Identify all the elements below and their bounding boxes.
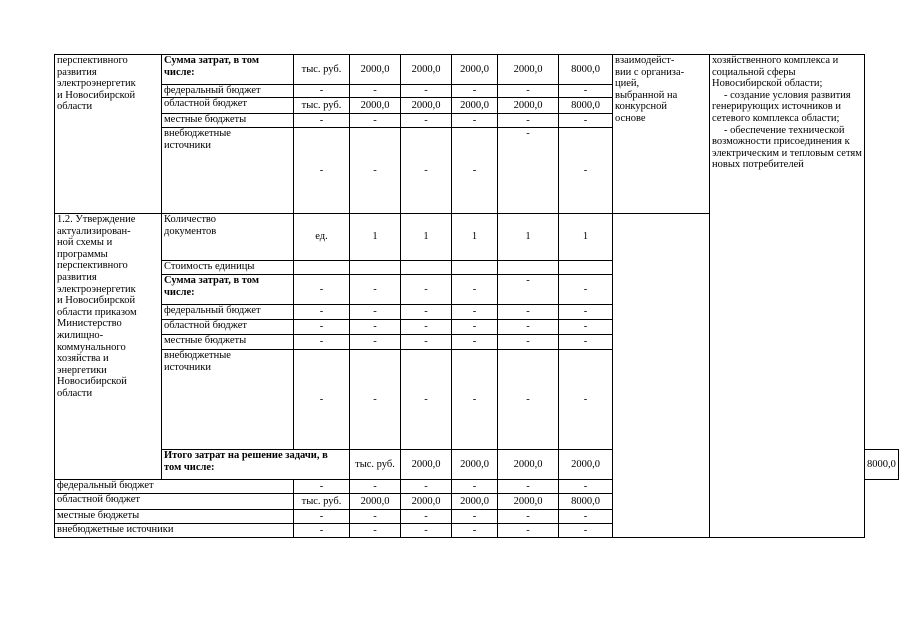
value-cell — [401, 261, 452, 275]
table-row — [55, 55, 899, 85]
value-cell: 2000,0 — [452, 55, 498, 85]
unit-cell: - — [294, 510, 350, 524]
value-cell: - — [350, 480, 401, 494]
value-cell: 2000,0 — [350, 494, 401, 510]
value-cell: - — [452, 524, 498, 538]
value-cell: - — [350, 320, 401, 335]
value-cell — [452, 261, 498, 275]
unit-cell: - — [294, 350, 350, 450]
value-cell: - — [498, 480, 559, 494]
measure-name-cell: перспективного развития электроэнергетик и Новосибирской области — [55, 55, 162, 214]
value-cell: 2000,0 — [559, 450, 613, 480]
value-cell: - — [452, 85, 498, 98]
value-cell: - — [452, 335, 498, 350]
value-cell: 1 — [498, 214, 559, 261]
unit-cell: - — [294, 524, 350, 538]
unit-cell: тыс. руб. — [350, 450, 401, 480]
total-cell: 1 — [559, 214, 613, 261]
total-cell: - — [559, 335, 613, 350]
unit-cell: ед. — [294, 214, 350, 261]
value-cell: - — [498, 114, 559, 128]
row-label: областной бюджет — [162, 320, 294, 335]
value-cell: - — [401, 275, 452, 305]
funding-table — [54, 54, 899, 538]
value-cell — [350, 261, 401, 275]
row-label: областной бюджет — [162, 98, 294, 114]
unit-cell: - — [294, 275, 350, 305]
total-cell: - — [559, 320, 613, 335]
result-paragraph: - создание условия развития генерирующих источников и сетевого комплекса области; — [712, 89, 851, 124]
row-label: Сумма затрат, в том числе: — [162, 55, 294, 85]
value-cell: - — [498, 275, 559, 305]
row-label: местные бюджеты — [55, 510, 294, 524]
total-cell: 8000,0 — [865, 450, 899, 480]
row-label: местные бюджеты — [162, 114, 294, 128]
unit-cell: - — [294, 114, 350, 128]
value-cell: - — [452, 128, 498, 214]
value-cell: - — [401, 128, 452, 214]
value-cell: - — [452, 480, 498, 494]
value-cell: - — [498, 305, 559, 320]
value-cell: 2000,0 — [452, 450, 498, 480]
value-cell: - — [498, 85, 559, 98]
value-cell: - — [350, 275, 401, 305]
value-cell: 1 — [401, 214, 452, 261]
executor-cell: взаимодейст- вии с организа- цией, выбранной на конкурсной основе — [613, 55, 710, 214]
value-cell: - — [350, 85, 401, 98]
measure-name-cell: 1.2. Утверждение актуализирован- ной схемы и программы перспективного развития электроэнергетик и Новосибирской области приказом Министерство жилищно- коммунального хозяйства и энергетики Новосибирской области — [55, 214, 162, 480]
total-cell: - — [559, 128, 613, 214]
value-cell: - — [401, 85, 452, 98]
row-label: федеральный бюджет — [55, 480, 294, 494]
row-label: внебюджетные источники — [55, 524, 294, 538]
value-cell: - — [498, 350, 559, 450]
value-cell: - — [401, 510, 452, 524]
total-cell — [559, 261, 613, 275]
total-cell: - — [559, 480, 613, 494]
row-label: местные бюджеты — [162, 335, 294, 350]
row-label: внебюджетные источники — [162, 128, 294, 214]
value-cell: - — [498, 320, 559, 335]
unit-cell: - — [294, 305, 350, 320]
unit-cell: тыс. руб. — [294, 494, 350, 510]
value-cell: - — [498, 524, 559, 538]
row-label: областной бюджет — [55, 494, 294, 510]
value-cell: 2000,0 — [401, 450, 452, 480]
total-cell: - — [559, 305, 613, 320]
value-cell: 1 — [452, 214, 498, 261]
row-label: Итого затрат на решение задачи, в том числе: — [162, 450, 350, 480]
value-cell: - — [350, 335, 401, 350]
value-cell: - — [498, 335, 559, 350]
row-label: федеральный бюджет — [162, 85, 294, 98]
value-cell: - — [401, 114, 452, 128]
row-label: внебюджетные источники — [162, 350, 294, 450]
value-cell: 2000,0 — [401, 55, 452, 85]
row-label: федеральный бюджет — [162, 305, 294, 320]
value-cell: - — [350, 524, 401, 538]
value-cell: - — [350, 114, 401, 128]
value-cell: - — [350, 510, 401, 524]
value-cell: 2000,0 — [350, 98, 401, 114]
value-cell: 2000,0 — [350, 55, 401, 85]
value-cell: - — [498, 510, 559, 524]
row-label: Сумма затрат, в том числе: — [162, 275, 294, 305]
value-cell: 2000,0 — [452, 98, 498, 114]
value-cell: - — [401, 305, 452, 320]
total-cell: - — [559, 524, 613, 538]
unit-cell: - — [294, 128, 350, 214]
value-cell: 2000,0 — [498, 450, 559, 480]
result-paragraph: - обеспечение технической возможности присоединения к электрическим и тепловым сетям новых потребителей — [712, 124, 862, 171]
row-label: Количество документов — [162, 214, 294, 261]
total-cell: - — [559, 510, 613, 524]
unit-cell: - — [294, 320, 350, 335]
total-cell: 8000,0 — [559, 98, 613, 114]
expected-result-cell — [710, 55, 865, 538]
result-paragraph: хозяйственного комплекса и социальной сферы Новосибирской области; — [712, 55, 839, 90]
value-cell: 2000,0 — [498, 494, 559, 510]
value-cell: - — [452, 510, 498, 524]
value-cell: - — [350, 350, 401, 450]
total-cell: 8000,0 — [559, 494, 613, 510]
value-cell: 2000,0 — [498, 55, 559, 85]
total-cell: - — [559, 275, 613, 305]
value-cell: 2000,0 — [401, 98, 452, 114]
executor-cell-empty — [613, 214, 710, 538]
value-cell: - — [350, 128, 401, 214]
unit-cell: - — [294, 480, 350, 494]
unit-cell: тыс. руб. — [294, 55, 350, 85]
value-cell: - — [401, 350, 452, 450]
total-cell: - — [559, 350, 613, 450]
unit-cell: - — [294, 335, 350, 350]
value-cell: - — [401, 524, 452, 538]
value-cell: - — [401, 480, 452, 494]
value-cell: - — [452, 320, 498, 335]
value-cell: - — [452, 305, 498, 320]
value-cell: - — [401, 335, 452, 350]
value-cell: - — [452, 275, 498, 305]
row-label: Стоимость единицы — [162, 261, 294, 275]
unit-cell: - — [294, 85, 350, 98]
unit-cell: тыс. руб. — [294, 98, 350, 114]
value-cell: 2000,0 — [401, 494, 452, 510]
total-cell: 8000,0 — [559, 55, 613, 85]
value-cell — [498, 261, 559, 275]
total-cell: - — [559, 85, 613, 98]
value-cell: - — [452, 114, 498, 128]
total-cell: - — [559, 114, 613, 128]
value-cell: 1 — [350, 214, 401, 261]
value-cell: 2000,0 — [498, 98, 559, 114]
value-cell: - — [498, 128, 559, 214]
unit-cell — [294, 261, 350, 275]
value-cell: - — [350, 305, 401, 320]
value-cell: - — [401, 320, 452, 335]
value-cell: - — [452, 350, 498, 450]
value-cell: 2000,0 — [452, 494, 498, 510]
